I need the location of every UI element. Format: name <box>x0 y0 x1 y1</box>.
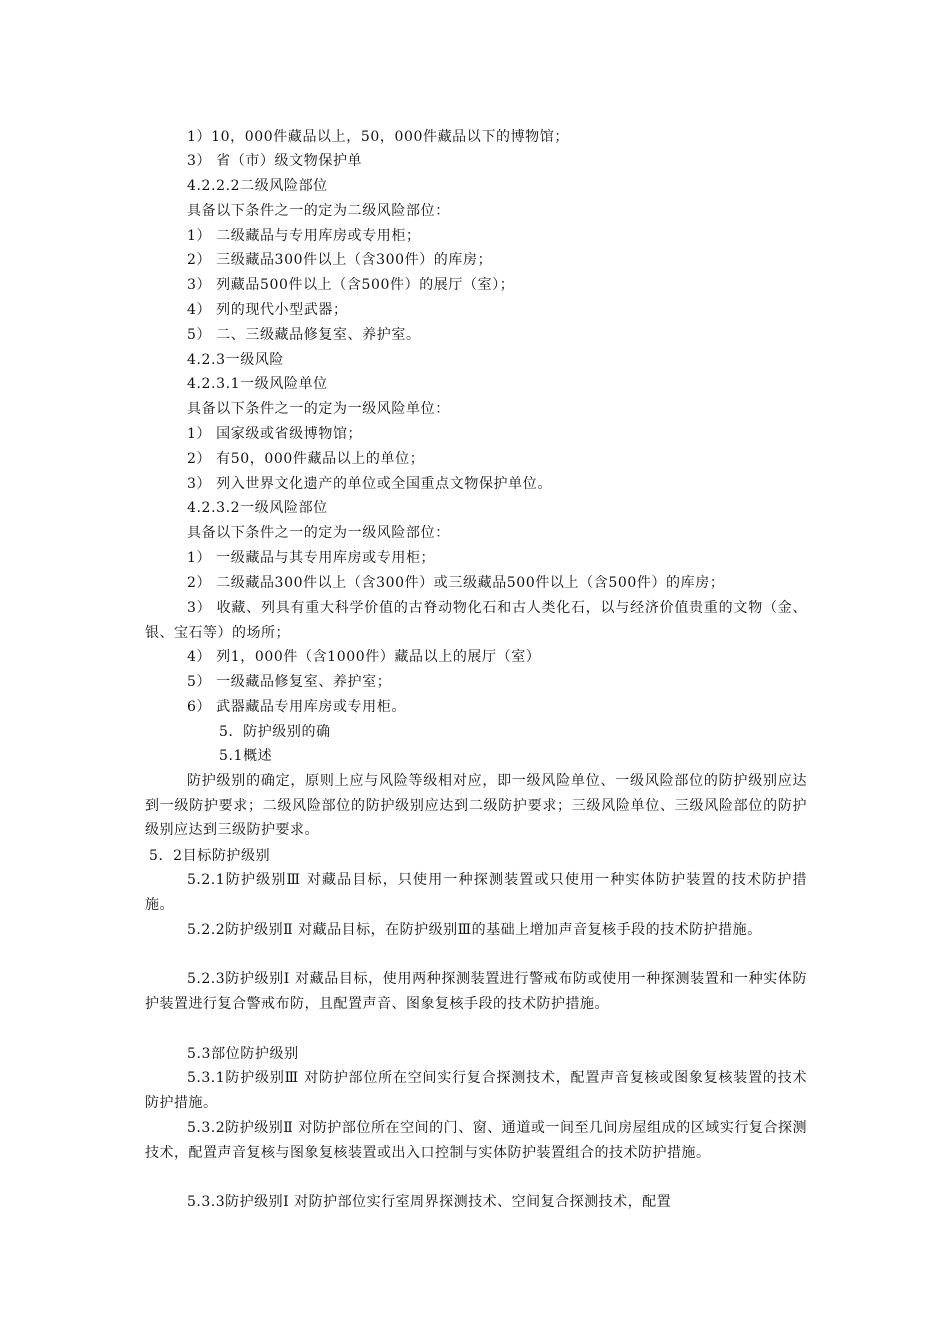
body-paragraph: 5.2.3防护级别Ⅰ 对藏品目标，使用两种探测装置进行警戒布防或使用一种探测装置和一种实体防护装置进行复合警戒布防，且配置声音、图象复核手段的技术防护措施。 <box>145 971 807 1012</box>
text-line: 1）10，000件藏品以上，50，000件藏品以下的博物馆； <box>187 129 569 145</box>
body-paragraph: 5.3.2防护级别Ⅱ 对防护部位所在空间的门、窗、通道或一间至几间房屋组成的区域实行复合探测技术，配置声音复核与图象复核装置或出入口控制与实体防护装置组合的技术防护措施。 <box>145 1120 807 1161</box>
list-item: 2） 三级藏品300件以上（含300件）的库房； <box>187 252 493 268</box>
section-heading: 4.2.2.2二级风险部位 <box>187 178 328 194</box>
list-item: 5） 二、三级藏品修复室、养护室。 <box>187 327 421 343</box>
list-item: 4） 列1，000件（含1000件）藏品以上的展厅（室） <box>187 649 541 665</box>
list-item: 3） 列藏品500件以上（含500件）的展厅（室）； <box>187 277 515 293</box>
section-heading: 4.2.3.2一级风险部位 <box>187 500 328 516</box>
body-paragraph: 5.2.1防护级别Ⅲ 对藏品目标，只使用一种探测装置或只使用一种实体防护装置的技术防护措施。 <box>145 872 807 913</box>
list-item: 1） 一级藏品与其专用库房或专用柜； <box>187 550 436 566</box>
section-heading: 5．防护级别的确 <box>219 724 331 740</box>
list-item: 4） 列的现代小型武器； <box>187 302 348 318</box>
body-paragraph: 5.2.2防护级别Ⅱ 对藏品目标，在防护级别Ⅲ的基础上增加声音复核手段的技术防护措施。 <box>187 922 762 938</box>
section-heading: 5.1概述 <box>219 748 273 764</box>
list-item: 1） 国家级或省级博物馆； <box>187 426 363 442</box>
list-item: 6） 武器藏品专用库房或专用柜。 <box>187 699 406 715</box>
body-paragraph: 5.3.3防护级别Ⅰ 对防护部位实行室周界探测技术、空间复合探测技术，配置 <box>187 1194 672 1210</box>
list-item: 1） 二级藏品与专用库房或专用柜； <box>187 228 421 244</box>
text-line: 3） 省（市）级文物保护单 <box>187 153 363 169</box>
section-heading: 4.2.3.1一级风险单位 <box>187 376 328 392</box>
text-line: 具备以下条件之一的定为一级风险单位： <box>187 401 450 417</box>
list-item: 3） 列入世界文化遗产的单位或全国重点文物保护单位。 <box>187 476 552 492</box>
list-item-paragraph: 3） 收藏、列具有重大科学价值的古脊动物化石和古人类化石，以与经济价值贵重的文物（金、银、宝石等）的场所； <box>145 600 807 641</box>
section-heading: 4.2.3一级风险 <box>187 352 285 368</box>
list-item: 2） 有50，000件藏品以上的单位； <box>187 451 425 467</box>
body-paragraph: 防护级别的确定，原则上应与风险等级相对应，即一级风险单位、一级风险部位的防护级别应达到一级防护要求；二级风险部位的防护级别应达到二级防护要求；三级风险单位、三级风险部位的防护级别应达到三级防护要求。 <box>145 773 807 839</box>
text-line: 具备以下条件之一的定为一级风险部位： <box>187 525 450 541</box>
body-paragraph: 5.3.1防护级别Ⅲ 对防护部位所在空间实行复合探测技术，配置声音复核或图象复核装置的技术防护措施。 <box>145 1070 807 1111</box>
list-item: 2） 二级藏品300件以上（含300件）或三级藏品500件以上（含500件）的库房； <box>187 575 725 591</box>
list-item: 5） 一级藏品修复室、养护室； <box>187 674 392 690</box>
section-heading: 5．2目标防护级别 <box>149 848 271 864</box>
section-heading: 5.3部位防护级别 <box>187 1046 299 1062</box>
text-line: 具备以下条件之一的定为二级风险部位： <box>187 203 450 219</box>
